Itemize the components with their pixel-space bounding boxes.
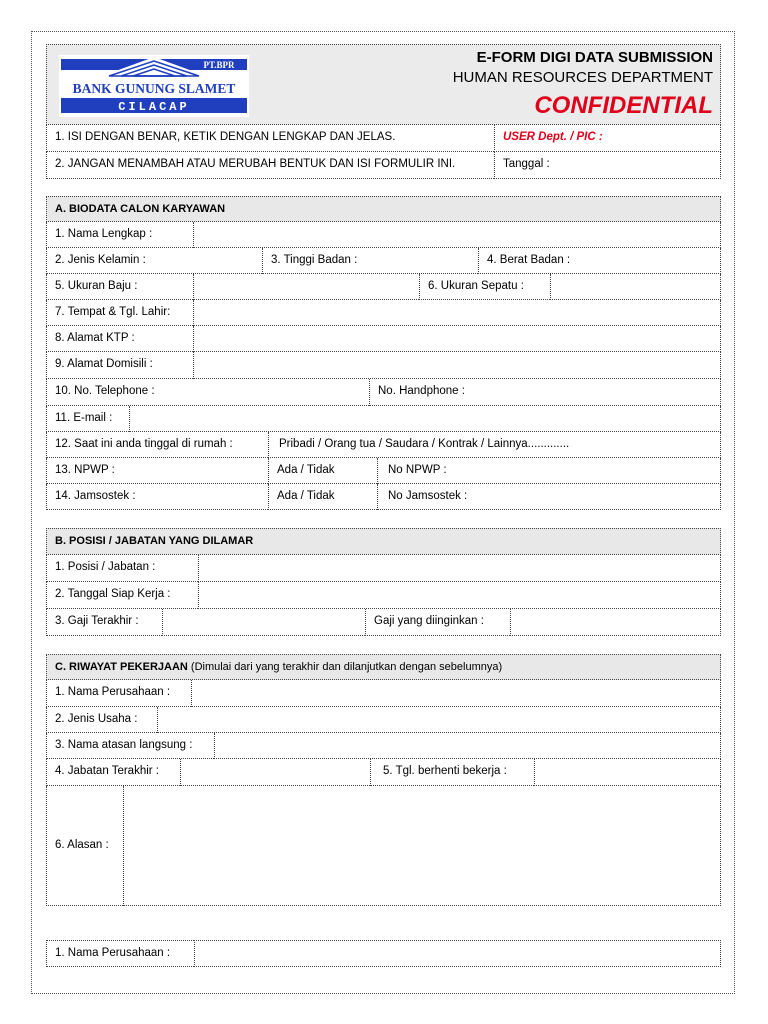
alamat-ktp-input[interactable]: [193, 326, 721, 352]
tinggal-options[interactable]: Pribadi / Orang tua / Saudara / Kontrak / Lainnya.............: [268, 432, 721, 458]
instruction-1: 1. ISI DENGAN BENAR, KETIK DENGAN LENGKAP DAN JELAS.: [46, 125, 494, 152]
atasan-label: 3. Nama atasan langsung :: [46, 733, 214, 759]
section-c-title-note: (Dimulai dari yang terakhir dan dilanjutkan dengan sebelumnya): [190, 660, 503, 673]
alasan-label: 6. Alasan :: [46, 786, 123, 906]
tanggal-field[interactable]: Tanggal :: [494, 152, 721, 179]
gaji-terakhir-label: 3. Gaji Terakhir :: [46, 609, 162, 636]
tgl-berhenti-input[interactable]: [534, 759, 721, 786]
ttl-label: 7. Tempat & Tgl. Lahir:: [46, 300, 193, 326]
logo-tag: PT.BPR: [203, 60, 235, 70]
npwp-options[interactable]: Ada / Tidak: [268, 458, 377, 484]
posisi-input[interactable]: [198, 555, 721, 582]
alamat-ktp-label: 8. Alamat KTP :: [46, 326, 193, 352]
perusahaan-2-input[interactable]: [194, 940, 721, 967]
jenis-usaha-label: 2. Jenis Usaha :: [46, 707, 157, 733]
alasan-input[interactable]: [123, 786, 721, 906]
section-c-title-text: C. RIWAYAT PEKERJAAN: [55, 660, 188, 673]
tgl-berhenti-label: 5. Tgl. berhenti bekerja :: [370, 759, 534, 786]
form-title: E-FORM DIGI DATA SUBMISSION: [476, 49, 713, 66]
gaji-diinginkan-input[interactable]: [510, 609, 721, 636]
section-b-title: B. POSISI / JABATAN YANG DILAMAR: [46, 528, 721, 555]
email-label: 11. E-mail :: [46, 406, 129, 432]
section-a-title: A. BIODATA CALON KARYAWAN: [46, 196, 721, 222]
alamat-domisili-label: 9. Alamat Domisili :: [46, 352, 193, 379]
jenis-usaha-input[interactable]: [157, 707, 721, 733]
siap-kerja-input[interactable]: [198, 582, 721, 609]
user-pic-field[interactable]: USER Dept. / PIC :: [494, 125, 721, 152]
nama-label: 1. Nama Lengkap :: [46, 222, 193, 248]
logo-city: CILACAP: [118, 100, 190, 114]
bank-logo: [59, 55, 249, 117]
no-npwp-field[interactable]: No NPWP :: [377, 458, 721, 484]
perusahaan-2-label: 1. Nama Perusahaan :: [46, 940, 194, 967]
berat-badan-label[interactable]: 4. Berat Badan :: [478, 248, 721, 274]
gaji-diinginkan-label: Gaji yang diinginkan :: [365, 609, 510, 636]
jabatan-terakhir-label: 4. Jabatan Terakhir :: [46, 759, 180, 786]
jabatan-terakhir-input[interactable]: [180, 759, 370, 786]
siap-kerja-label: 2. Tanggal Siap Kerja :: [46, 582, 198, 609]
jamsostek-options[interactable]: Ada / Tidak: [268, 484, 377, 510]
form-header: [46, 44, 721, 125]
ukuran-sepatu-input[interactable]: [550, 274, 721, 300]
logo-name: BANK GUNUNG SLAMET: [72, 81, 236, 96]
tinggi-badan-label[interactable]: 3. Tinggi Badan :: [262, 248, 478, 274]
jenis-kelamin-label[interactable]: 2. Jenis Kelamin :: [46, 248, 262, 274]
atasan-input[interactable]: [214, 733, 721, 759]
posisi-label: 1. Posisi / Jabatan :: [46, 555, 198, 582]
email-input[interactable]: [129, 406, 721, 432]
jamsostek-label: 14. Jamsostek :: [46, 484, 268, 510]
telephone-field[interactable]: 10. No. Telephone :: [46, 379, 369, 406]
section-c-title: [46, 654, 721, 680]
ukuran-baju-label: 5. Ukuran Baju :: [46, 274, 193, 300]
confidential-label: CONFIDENTIAL: [534, 92, 713, 119]
no-jamsostek-field[interactable]: No Jamsostek :: [377, 484, 721, 510]
nama-input[interactable]: [193, 222, 721, 248]
ttl-input[interactable]: [193, 300, 721, 326]
npwp-label: 13. NPWP :: [46, 458, 268, 484]
ukuran-sepatu-label: 6. Ukuran Sepatu :: [419, 274, 550, 300]
gaji-terakhir-input[interactable]: [162, 609, 365, 636]
perusahaan-input[interactable]: [191, 680, 721, 707]
form-subtitle: HUMAN RESOURCES DEPARTMENT: [452, 69, 713, 86]
ukuran-baju-input[interactable]: [193, 274, 419, 300]
tinggal-label: 12. Saat ini anda tinggal di rumah :: [46, 432, 268, 458]
instruction-2: 2. JANGAN MENAMBAH ATAU MERUBAH BENTUK DAN ISI FORMULIR INI.: [46, 152, 494, 179]
handphone-field[interactable]: No. Handphone :: [369, 379, 721, 406]
perusahaan-label: 1. Nama Perusahaan :: [46, 680, 191, 707]
alamat-domisili-input[interactable]: [193, 352, 721, 379]
